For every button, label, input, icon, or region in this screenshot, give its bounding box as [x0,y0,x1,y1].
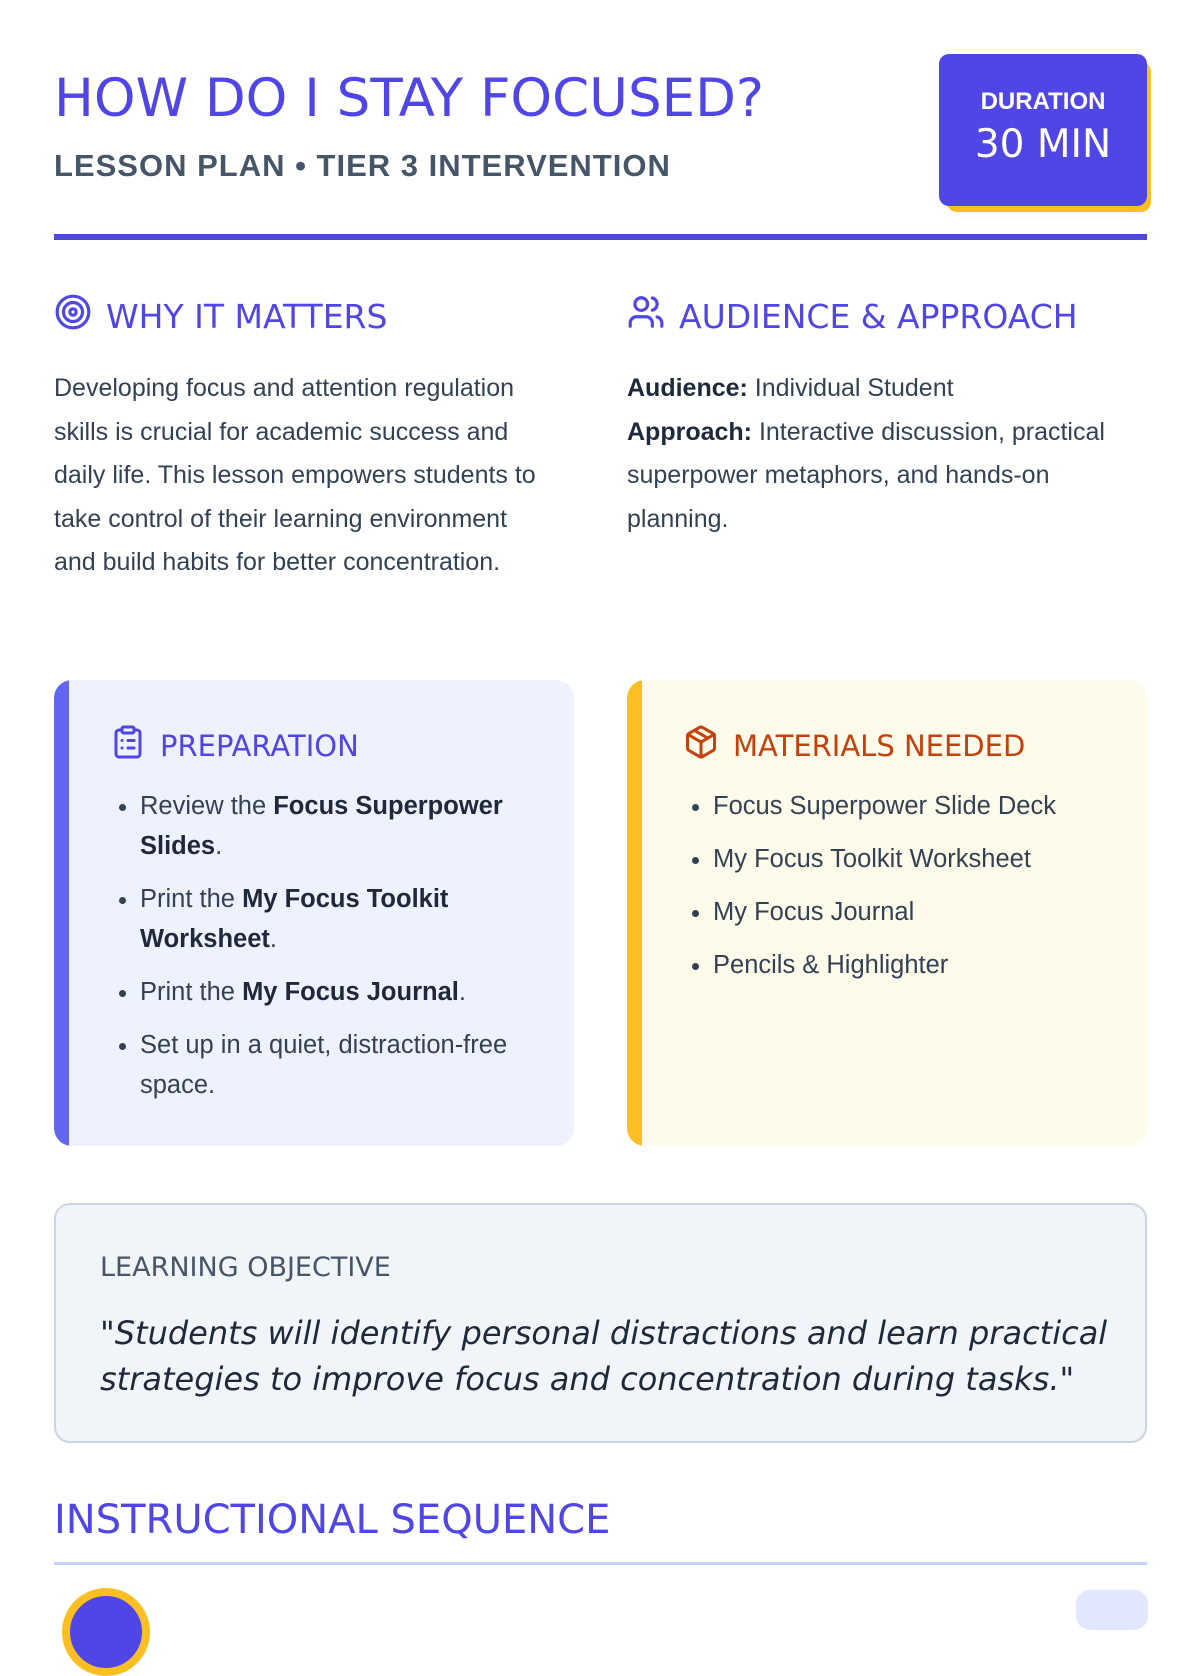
users-icon [627,293,679,339]
materials-item: • Pencils & Highlighter [713,945,1143,985]
materials-heading [683,724,1025,767]
page-title: HOW DO I STAY FOCUSED? [54,68,765,129]
preparation-card [54,680,574,1146]
duration-badge [939,54,1147,206]
materials-title: MATERIALS NEEDED [733,728,1026,763]
preparation-heading [110,724,359,767]
preparation-item: • Print the My Focus Toolkit Worksheet. [140,879,570,959]
audience-approach-title: AUDIENCE & APPROACH [679,296,1078,336]
package-icon [683,724,733,767]
audience-approach-body [627,367,1127,541]
materials-item: • My Focus Toolkit Worksheet [713,839,1143,879]
preparation-title: PREPARATION [160,728,359,763]
step-time-badge [1076,1590,1148,1630]
header-divider [54,234,1147,240]
instructional-sequence-heading: INSTRUCTIONAL SEQUENCE [54,1497,611,1543]
lesson-plan-page [54,0,1147,1600]
materials-item: • My Focus Journal [713,892,1143,932]
preparation-list [110,786,570,1118]
duration-value: 30 MIN [974,122,1112,167]
materials-accent-bar [627,680,642,1146]
clipboard-icon [110,724,160,767]
materials-list [683,786,1143,998]
preparation-item: • Review the Focus Superpower Slides. [140,786,570,866]
step-number-badge [62,1588,150,1676]
duration-label: DURATION [980,88,1106,115]
audience-approach-heading [627,293,1078,339]
why-it-matters-title: WHY IT MATTERS [106,296,388,336]
target-icon [54,293,106,339]
materials-item: • Focus Superpower Slide Deck [713,786,1143,826]
materials-card [627,680,1147,1146]
audience-label: Audience: [627,374,748,402]
page-subtitle: LESSON PLAN • TIER 3 INTERVENTION [54,148,671,183]
preparation-item: • Print the My Focus Journal. [140,972,570,1012]
why-it-matters-heading [54,293,387,339]
learning-objective-text: "Students will identify personal distractions and learn practical strategies to improve focus and concentration during tasks." [100,1314,1108,1398]
learning-objective-label: LEARNING OBJECTIVE [100,1252,391,1283]
audience-value: Individual Student [747,374,954,402]
why-it-matters-body: Developing focus and attention regulation skills is crucial for academic success and daily life. This lesson empowers students to take control of their learning environment and build habits for better concentration. [54,374,536,576]
approach-value: Interactive discussion, practical superpower metaphors, and hands-on planning. [627,417,1105,533]
learning-objective-box [54,1203,1147,1443]
approach-label: Approach: [627,417,752,446]
preparation-item: • Set up in a quiet, distraction-free space. [140,1025,570,1105]
preparation-accent-bar [54,680,69,1146]
duration-badge-box [939,54,1147,206]
instructional-sequence-divider [54,1562,1147,1565]
